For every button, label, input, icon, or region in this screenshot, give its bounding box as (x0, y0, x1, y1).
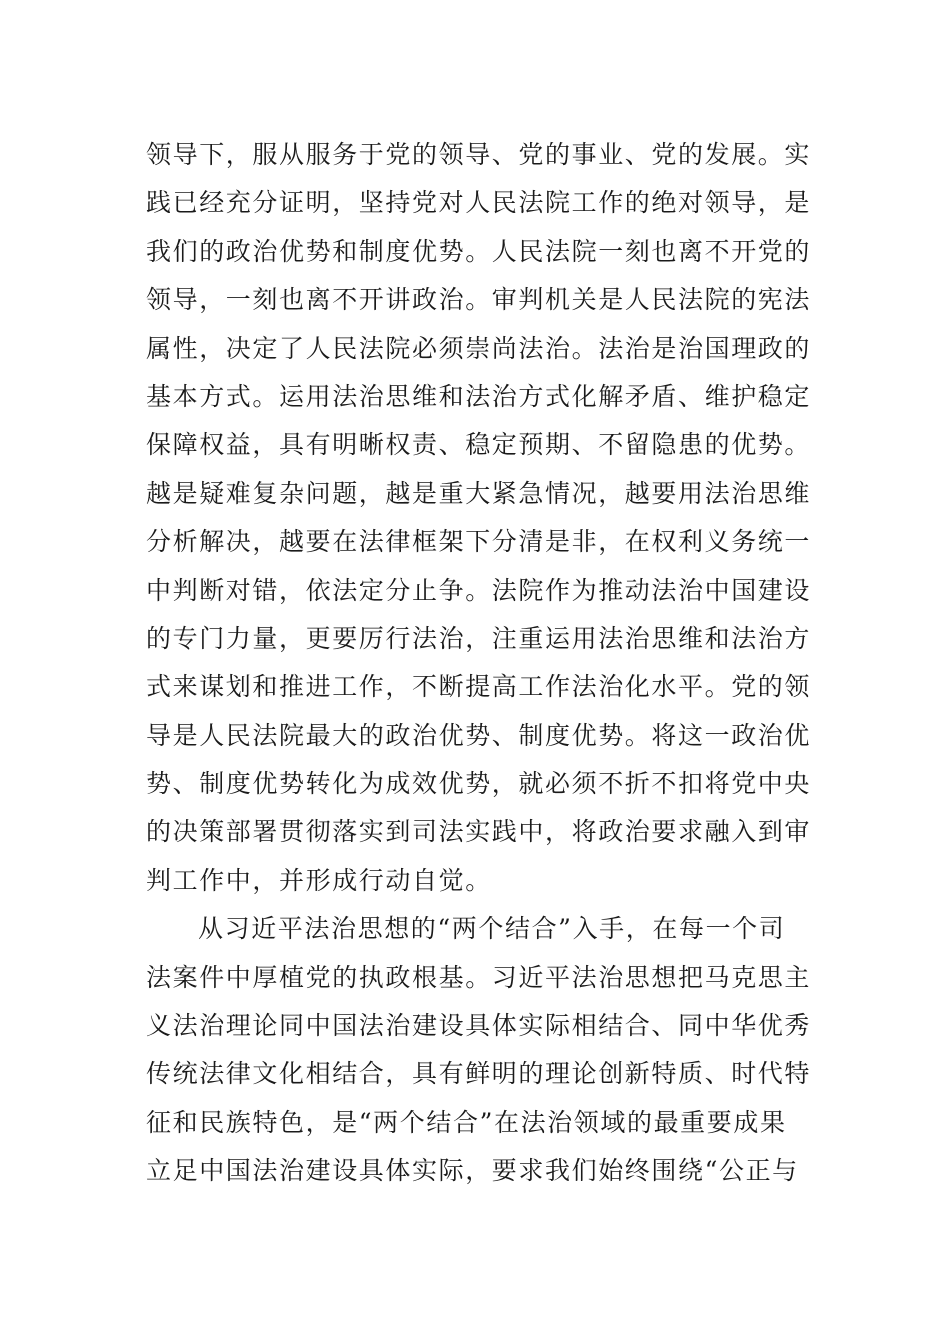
text-line: 势、制度优势转化为成效优势，就必须不折不扣将党中央 (146, 769, 812, 799)
text-line: 导是人民法院最大的政治优势、制度优势。将这一政治优 (146, 720, 812, 750)
text-line: 征和民族特色，是“两个结合”在法治领域的最重要成果 (146, 1107, 787, 1137)
text-line: 践已经充分证明，坚持党对人民法院工作的绝对领导，是 (146, 188, 812, 218)
text-line: 的专门力量，更要厉行法治，注重运用法治思维和法治方 (146, 623, 812, 653)
text-line: 领导下，服从服务于党的领导、党的事业、党的发展。实 (146, 140, 812, 169)
text-line: 判工作中，并形成行动自觉。 (146, 865, 492, 895)
text-line: 分析解决，越要在法律框架下分清是非，在权利义务统一 (146, 527, 812, 557)
text-line: 法案件中厚植党的执政根基。习近平法治思想把马克思主 (146, 962, 812, 992)
text-line: 式来谋划和推进工作，不断提高工作法治化水平。党的领 (146, 672, 812, 702)
text-line: 基本方式。运用法治思维和法治方式化解矛盾、维护稳定 (146, 381, 812, 411)
text-line: 我们的政治优势和制度优势。人民法院一刻也离不开党的 (146, 236, 812, 266)
text-line: 保障权益，具有明晰权责、稳定预期、不留隐患的优势。 (146, 430, 812, 460)
body-text (146, 131, 812, 1196)
text-line: 中判断对错，依法定分止争。法院作为推动法治中国建设 (146, 575, 812, 605)
text-line: 传统法律文化相结合，具有鲜明的理论创新特质、时代特 (146, 1059, 812, 1089)
text-line: 立足中国法治建设具体实际，要求我们始终围绕“公正与 (146, 1156, 799, 1186)
text-line: 的决策部署贯彻落实到司法实践中，将政治要求融入到审 (146, 817, 812, 847)
text-line: 领导，一刻也离不开讲政治。审判机关是人民法院的宪法 (146, 285, 812, 315)
text-line: 义法治理论同中国法治建设具体实际相结合、同中华优秀 (146, 1011, 812, 1041)
text-line: 越是疑难复杂问题，越是重大紧急情况，越要用法治思维 (146, 478, 812, 508)
paragraph-start-line: 从习近平法治思想的“两个结合”入手，在每一个司 (198, 914, 786, 944)
text-line: 属性，决定了人民法院必须崇尚法治。法治是治国理政的 (146, 333, 812, 363)
